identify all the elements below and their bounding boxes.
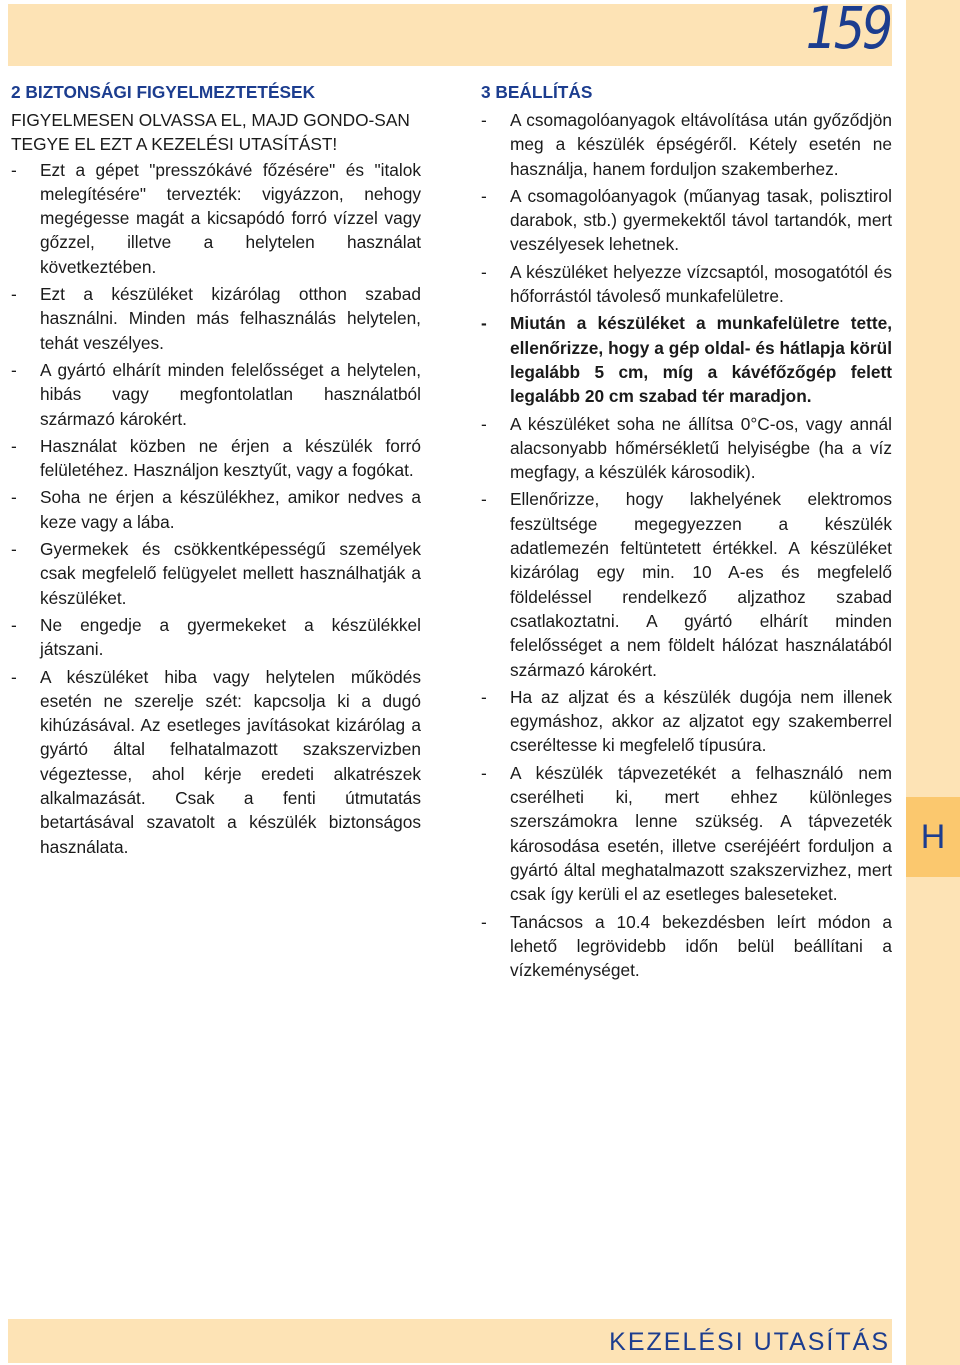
list-item-emphasized: - Miután a készüléket a munkafelületre tette, ellenőrizze, hogy a gép oldal- és hátlapja körül legalább 5 cm, míg a kávéfőzőgép felett legalább 20 cm szabad tér maradjon.	[481, 311, 892, 408]
list-item: - Ezt a gépet "presszókávé főzésére" és "italok melegítésére" tervezték: vigyázzon, nehogy megégesse magát a kicsapódó forró vízzel vagy gőzzel, illetve a helytelen használat következtében.	[11, 158, 421, 279]
header-band	[8, 4, 892, 66]
page-number: 159	[806, 0, 890, 62]
setup-list	[481, 108, 892, 982]
list-item: - Gyermekek és csökkentképességű személyek csak megfelelő felügyelet mellett használhatják a készüléket.	[11, 537, 421, 610]
footer-title: KEZELÉSI UTASÍTÁS	[609, 1328, 890, 1356]
list-item: - Ezt a készüléket kizárólag otthon szabad használni. Minden más felhasználás helytelen, tehát veszélyes.	[11, 282, 421, 355]
section-heading-safety: 2 BIZTONSÁGI FIGYELMEZTETÉSEK	[11, 82, 316, 102]
list-item: - A készüléket hiba vagy helytelen működés esetén ne szerelje szét: kapcsolja ki a dugó kihúzásával. Az esetleges javításokat kizárólag a gyártó által felhatalmazott szakszervizben végeztesse, ahol kérje eredeti alkatrészek alkalmazását. Csak a fenti útmutatás betartásával szavatolt a készülék biztonságos használata.	[11, 665, 421, 859]
list-item: - Ne engedje a gyermekeket a készülékkel játszani.	[11, 613, 421, 662]
list-item: - A csomagolóanyagok (műanyag tasak, polisztirol darabok, stb.) gyermekektől távol tartandók, mert veszélyesek lehetnek.	[481, 184, 892, 257]
right-column	[481, 80, 892, 985]
safety-intro: FIGYELMESEN OLVASSA EL, MAJD GONDO-SAN TEGYE EL EZT A KEZELÉSI UTASÍTÁST!	[11, 110, 410, 155]
left-column	[11, 80, 421, 862]
side-band	[906, 0, 960, 1365]
section-heading-setup: 3 BEÁLLÍTÁS	[481, 82, 593, 102]
list-item: - Tanácsos a 10.4 bekezdésben leírt módon a lehető legrövidebb időn belül beállítani a vízkeménységet.	[481, 910, 892, 983]
list-item: - A készüléket helyezze vízcsaptól, mosogatótól és hőforrástól távoleső munkafelületre.	[481, 260, 892, 309]
list-item: - Használat közben ne érjen a készülék forró felületéhez. Használjon kesztyűt, vagy a fogókat.	[11, 434, 421, 483]
list-item: - A gyártó elhárít minden felelősséget a helytelen, hibás vagy megfontolatlan használatból származó károkért.	[11, 358, 421, 431]
list-item: - Ellenőrizze, hogy lakhelyének elektromos feszültsége megegyezzen a készülék adatlemezén feltüntetett értékkel. A készüléket kizárólag egy min. 10 A-es és megfelelő földeléssel rendelkező aljzathoz szabad csatlakoztatni. A gyártó elhárít minden felelősséget a nem földelt hálózat használatából származó károkért.	[481, 487, 892, 681]
list-item: - A csomagolóanyagok eltávolítása után győződjön meg a készülék épségéről. Kétely esetén ne használja, hanem forduljon szakemberhez.	[481, 108, 892, 181]
list-item: - A készüléket soha ne állítsa 0°C-os, vagy annál alacsonyabb hőmérsékletű helyiségbe (ha a víz megfagy, a készülék károsodik).	[481, 412, 892, 485]
list-item: - A készülék tápvezetékét a felhasználó nem cserélheti ki, mert ehhez különleges szerszámokra lenne szükség. A tápvezeték károsodása esetén, illetve cseréjéért forduljon a gyártó által meghatalmazott szakszervizhez, mert csak így kerüli el az esetleges baleseteket.	[481, 761, 892, 907]
list-item: - Ha az aljzat és a készülék dugója nem illenek egymáshoz, akkor az aljzatot egy szakemberrel cseréltesse ki megfelelő típusúra.	[481, 685, 892, 758]
list-item: - Soha ne érjen a készülékhez, amikor nedves a keze vagy a lába.	[11, 485, 421, 534]
language-tab-letter: H	[920, 818, 946, 856]
safety-list	[11, 158, 421, 859]
